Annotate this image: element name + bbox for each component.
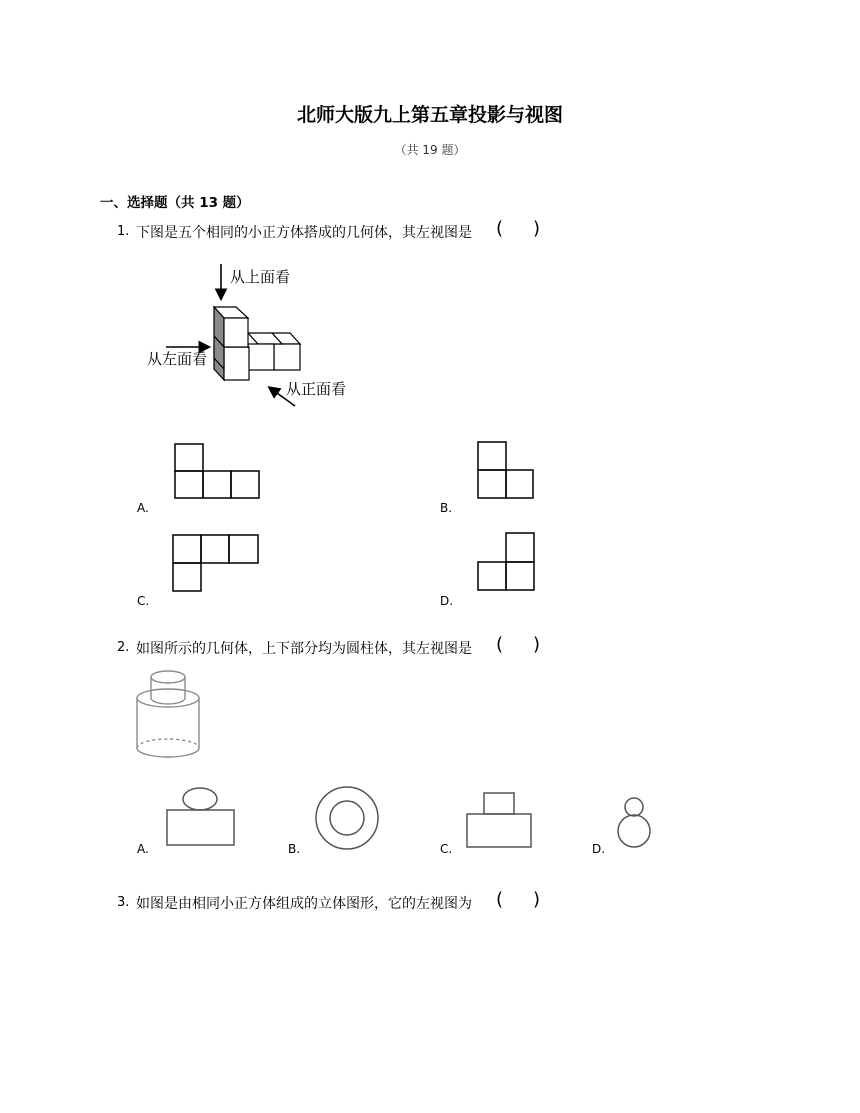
answer-paren-close: ) [533,218,541,239]
question-1-figure [140,258,370,418]
option-d-figure[interactable] [616,796,652,850]
cube-stack [214,307,300,380]
page-title: 北师大版九上第五章投影与视图 [296,104,563,126]
option-c-label: C. [137,594,150,608]
option-c-figure[interactable] [465,791,533,849]
option-b-figure[interactable] [477,441,535,499]
option-d-figure[interactable] [477,532,535,592]
option-b-figure[interactable] [314,785,380,851]
question-number: 1. [117,224,130,239]
option-c-label: C. [440,842,453,856]
answer-paren-open: ( [496,218,504,239]
label-from-left: 从左面看 [147,350,208,368]
option-d-label: D. [592,842,606,856]
option-a-label: A. [137,842,149,856]
answer-paren-close: ) [533,634,541,655]
option-a-figure[interactable] [165,786,237,848]
label-from-top: 从上面看 [230,268,291,286]
option-c-figure[interactable] [172,534,260,592]
question-text: 如图所示的几何体，上下部分均为圆柱体，其左视图是 [136,641,472,657]
label-from-front: 从正面看 [286,380,347,398]
question-text: 如图是由相同小正方体组成的立体图形，它的左视图为 [136,896,472,912]
section-heading: 一、选择题（共 13 题） [100,195,250,211]
question-2-figure [134,668,204,760]
option-a-label: A. [137,501,149,515]
answer-paren-open: ( [496,889,504,910]
option-d-label: D. [440,594,454,608]
option-b-label: B. [288,842,301,856]
option-a-figure[interactable] [174,443,260,499]
question-number: 2. [117,640,130,655]
question-text: 下图是五个相同的小正方体搭成的几何体，其左视图是 [136,225,472,241]
answer-paren-open: ( [496,634,504,655]
page-subtitle: （共 19 题） [394,143,466,157]
question-number: 3. [117,895,130,910]
option-b-label: B. [440,501,453,515]
answer-paren-close: ) [533,889,541,910]
